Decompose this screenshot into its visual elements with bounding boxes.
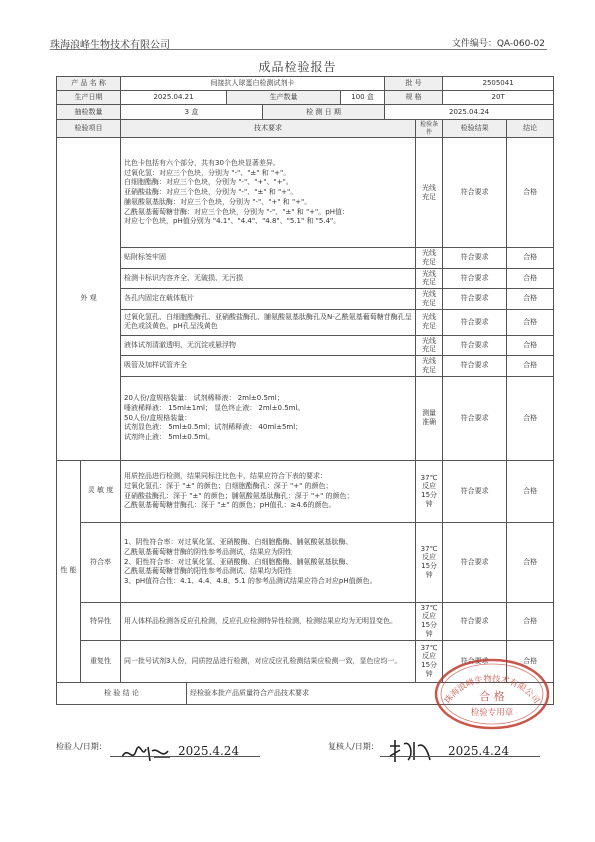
conclusion-cell: 合格 xyxy=(507,460,554,522)
accuracy-label: 符合率 xyxy=(81,522,121,602)
accuracy-requirement: 1、阴性符合率：对过氧化氢、亚硝酸酶、白细胞酯酶、脯氨酸氨基肽酶、 乙酰氨基葡萄糖苷酶的阴性参考品测试，结果应为阴性 2、阳性符合率：对过氧化氢、亚硝酸酶、白细胞酯酶、脯氨酸氨基肽酶、 乙酰氨基葡萄糖苷酶的阳性参考品测试，结果均为阳性 3、pH值符合性：4.1、4.4、4.8、5.1 的参考品测试结果应符合对应pH值颜色。 xyxy=(121,522,416,602)
condition-cell: 光线充足 xyxy=(416,356,443,377)
requirement-cell: 各孔内固定在载体瓶片 xyxy=(121,289,416,310)
repeatability-label: 重复性 xyxy=(81,640,121,682)
condition-cell: 光线充足 xyxy=(416,335,443,356)
inspector-signature xyxy=(118,739,174,767)
condition-cell: 37℃反应15分钟 xyxy=(416,460,443,522)
condition-cell: 光线充足 xyxy=(416,138,443,248)
condition-cell: 测量准确 xyxy=(416,376,443,460)
col-header-item: 检验项目 xyxy=(57,120,121,138)
inspector-date: 2025.4.24 xyxy=(178,744,240,758)
result-cell: 符合要求 xyxy=(443,376,507,460)
condition-cell: 光线充足 xyxy=(416,248,443,269)
production-qty-value: 100 盒 xyxy=(341,91,385,105)
conclusion-cell: 合格 xyxy=(507,289,554,310)
inspector-signature-line xyxy=(110,756,260,757)
result-cell: 符合要求 xyxy=(443,522,507,602)
conclusion-cell: 合格 xyxy=(507,356,554,377)
condition-cell: 光线充足 xyxy=(416,309,443,335)
inspection-report-table xyxy=(56,76,554,705)
inspection-stamp xyxy=(432,652,552,730)
conclusion-cell: 合格 xyxy=(507,522,554,602)
conclusion-cell: 合格 xyxy=(507,335,554,356)
result-cell: 符合要求 xyxy=(443,335,507,356)
result-cell: 符合要求 xyxy=(443,460,507,522)
volume-requirement: 20人份/盒规格装量： 试剂稀释液： 2ml±0.5ml； 唾液稀释液： 15ml±1ml； 显色终止液： 2ml±0.5ml。 50人份/盒规格装量： 试剂显色液： 5ml±0.5ml；试剂稀释液： 40ml±5ml； 试剂终止液： 5ml±0.5ml。 xyxy=(121,376,416,460)
product-name-value: 间接抗人球蛋白检测试剂卡 xyxy=(121,77,385,91)
col-header-result: 检验结果 xyxy=(443,120,507,138)
section-performance-label: 性 能 xyxy=(57,460,81,682)
reviewer-signature-line xyxy=(380,756,540,757)
result-cell: 符合要求 xyxy=(443,289,507,310)
inspection-date-label: 检 测 日 期 xyxy=(263,105,385,120)
col-header-requirement: 技术要求 xyxy=(121,120,416,138)
section-appearance-label: 外 观 xyxy=(57,138,121,461)
reviewer-date: 2025.4.24 xyxy=(448,744,510,758)
specificity-label: 特异性 xyxy=(81,602,121,640)
col-header-conclusion: 结论 xyxy=(507,120,554,138)
sample-qty-label: 抽检数量 xyxy=(57,105,121,120)
requirement-cell: 贴附标签牢固 xyxy=(121,248,416,269)
sample-qty-value: 3 盒 xyxy=(121,105,263,120)
spec-label: 规 格 xyxy=(385,91,443,105)
result-cell: 符合要求 xyxy=(443,356,507,377)
report-title: 成品检验报告 xyxy=(258,60,337,74)
result-cell: 符合要求 xyxy=(443,248,507,269)
company-name: 珠海浪峰生物技术有限公司 xyxy=(50,40,170,51)
reviewer-label: 复核人/日期： xyxy=(328,742,379,751)
result-cell: 符合要求 xyxy=(443,309,507,335)
production-date-value: 2025.04.21 xyxy=(121,91,227,105)
stamp-center-text: 合 格 xyxy=(479,690,505,703)
header-divider xyxy=(50,49,547,50)
repeatability-requirement: 同一批号试剂3人份，同质控品进行检测，对应反应孔检测结果应检测一致，显色应均一。 xyxy=(121,640,416,682)
conclusion-cell: 合格 xyxy=(507,602,554,640)
result-cell: 符合要求 xyxy=(443,268,507,289)
col-header-condition: 检验条件 xyxy=(416,120,443,138)
batch-value: 2505041 xyxy=(443,77,554,91)
production-date-label: 生产日期 xyxy=(57,91,121,105)
condition-cell: 37℃反应15分钟 xyxy=(416,640,443,682)
production-qty-label: 生产数量 xyxy=(227,91,341,105)
conclusion-cell: 合格 xyxy=(507,138,554,248)
condition-cell: 37℃反应15分钟 xyxy=(416,602,443,640)
conclusion-text: 经检验本批产品质量符合产品技术要求 xyxy=(187,682,554,704)
conclusion-cell: 合格 xyxy=(507,640,554,682)
conclusion-cell: 合格 xyxy=(507,376,554,460)
conclusion-label: 检 验 结 论 xyxy=(57,682,187,704)
inspector-label: 检验人/日期： xyxy=(56,742,107,751)
doc-number: 文件编号：QA-060-02 xyxy=(451,39,545,49)
specificity-requirement: 用人体样品检测各反应孔检测，反应孔应检测特异性检测，检测结果应均为无明显变色。 xyxy=(121,602,416,640)
result-cell: 符合要求 xyxy=(443,138,507,248)
reagent-card-requirement: 比色卡包括有六个部分，共有30个色块显著差异。 过氧化氢：对应三个色块，分别为 "-"、"±" 和 "+"。 白细胞酯酶：对应三个色块，分别为 "-"、"+"、"+"。 亚硝酸盐酶：对应三个色块，分别为 "-"、"±" 和 "+"。 脯氨酸氨基肽酶：对应三个色块，分别为 "-"、"+" 和 "+"。 乙酰氨基葡萄糖苷酶：对应三个色块，分别为 "-"、"±" 和 "+"。pH值： 对应七个色块，pH值分别为 "4.1"、"4.4"、"4.8"、"5.1" 和 "5.4"。 xyxy=(121,138,416,248)
stamp-bottom-text: 检验专用章 xyxy=(470,708,514,718)
condition-cell: 37℃反应15分钟 xyxy=(416,522,443,602)
requirement-cell: 吸管及加样试管齐全 xyxy=(121,356,416,377)
requirement-cell: 液体试剂清澈透明，无沉淀或悬浮物 xyxy=(121,335,416,356)
result-cell: 符合要求 xyxy=(443,602,507,640)
sensitivity-requirement: 用质控品进行检测，结果同标注比色卡，结果应符合下表的要求： 过氧化氢孔：深于 "±" 的颜色；白细胞酯酶孔：深于 "+" 的颜色； 亚硝酸盐酶孔：深于 "±" 的颜色；脯氨酸氨基肽酶孔：深于 "+" 的颜色； 乙酰氨基葡萄糖苷酶孔：深于 "±" 的颜色；pH值孔：≥4.6的颜色。 xyxy=(121,460,416,522)
condition-cell: 光线充足 xyxy=(416,289,443,310)
reviewer-signature xyxy=(384,736,434,766)
conclusion-cell: 合格 xyxy=(507,268,554,289)
conclusion-cell: 合格 xyxy=(507,248,554,269)
spec-value: 20T xyxy=(443,91,554,105)
condition-cell: 光线充足 xyxy=(416,268,443,289)
result-cell: 符合要求 xyxy=(443,640,507,682)
requirement-cell: 过氧化氢孔、白细胞酯酶孔、亚硝酸盐酶孔、脯氨酸氨基肽酶孔及N-乙酰氨基葡萄糖苷酶孔呈无色或淡黄色，pH孔呈浅黄色 xyxy=(121,309,416,335)
stamp-company-text: 珠海浪峰生物技术有限公司 xyxy=(442,674,542,706)
requirement-cell: 检测卡标识内容齐全、无破损、无污损 xyxy=(121,268,416,289)
conclusion-cell: 合格 xyxy=(507,309,554,335)
inspection-date-value: 2025.04.24 xyxy=(385,105,554,120)
sensitivity-label: 灵 敏 度 xyxy=(81,460,121,522)
batch-label: 批 号 xyxy=(385,77,443,91)
product-name-label: 产 品 名 称 xyxy=(57,77,121,91)
